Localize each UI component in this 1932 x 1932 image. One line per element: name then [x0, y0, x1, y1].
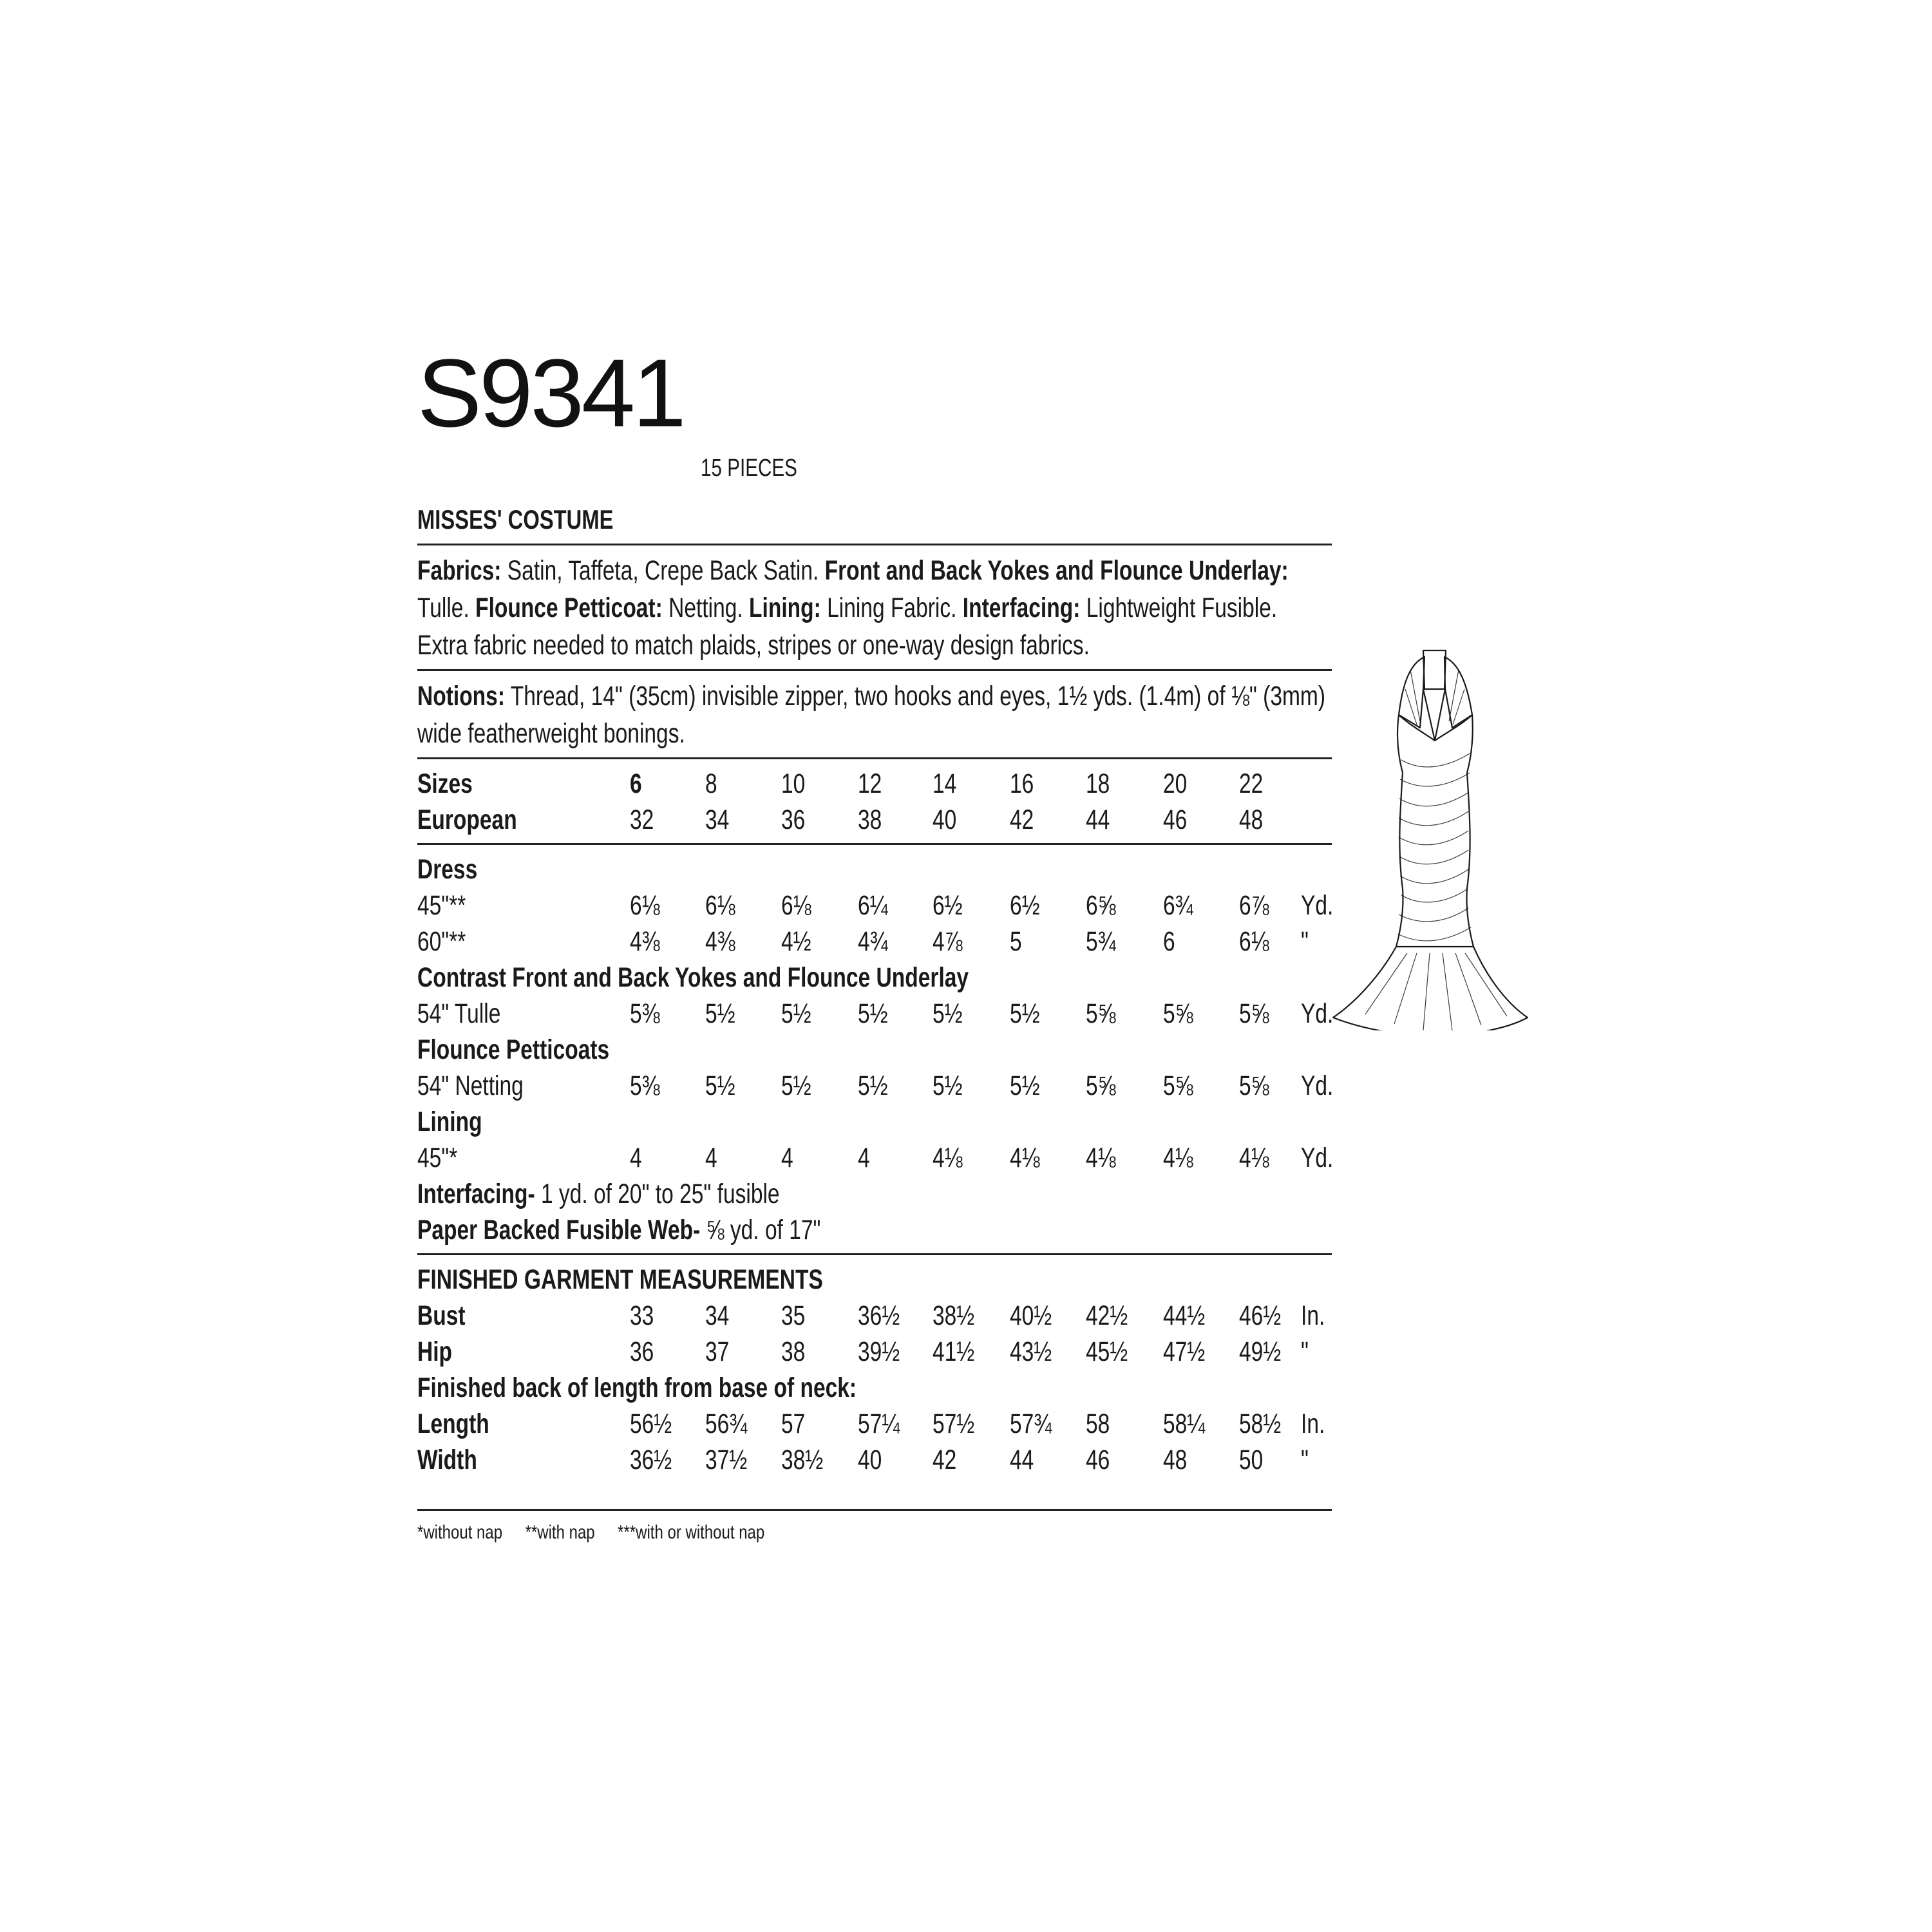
interfacing-row-label: Interfacing- — [417, 1179, 535, 1209]
footnote: ***with or without nap — [618, 1522, 765, 1543]
size-cell: 16 — [1010, 768, 1034, 799]
table-cell: 4¾ — [858, 926, 888, 957]
table-cell: 5⅝ — [1086, 998, 1116, 1029]
notions-paragraph — [417, 677, 1332, 752]
section-heading-row — [417, 1104, 1332, 1140]
table-cell: 37 — [705, 1336, 730, 1367]
table-cell: 4⅛ — [1239, 1142, 1269, 1173]
table-row — [417, 1140, 1332, 1176]
table-cell: 5⅝ — [1086, 1070, 1116, 1101]
table-cell: 5½ — [781, 1070, 811, 1101]
table-cell: 5⅜ — [630, 998, 660, 1029]
size-cell: 8 — [705, 768, 717, 799]
pattern-envelope-back — [417, 296, 1332, 1546]
table-cell: 5⅝ — [1163, 998, 1193, 1029]
table-cell: 39½ — [858, 1336, 900, 1367]
table-cell: 4⅞ — [933, 926, 963, 957]
size-cell: 18 — [1086, 768, 1110, 799]
finished-heading-row — [417, 1262, 1332, 1298]
yokes-text: Tulle. — [417, 592, 476, 623]
row-label: Length — [417, 1408, 489, 1439]
finished-heading: FINISHED GARMENT MEASUREMENTS — [417, 1264, 823, 1295]
table-cell: 40 — [858, 1444, 882, 1475]
row-label: Width — [417, 1444, 477, 1475]
table-row — [417, 887, 1332, 923]
unit-label: In. — [1301, 1300, 1325, 1331]
divider — [417, 669, 1332, 671]
fusible-web-text: ⅝ yd. of 17" — [700, 1215, 821, 1245]
divider — [417, 1253, 1332, 1255]
table-cell: 44½ — [1163, 1300, 1206, 1331]
row-label: 54" Tulle — [417, 998, 501, 1029]
table-cell: 4⅛ — [933, 1142, 963, 1173]
flounce — [1333, 947, 1528, 1030]
notions-text: Thread, 14" (35cm) invisible zipper, two hooks and eyes, 1½ yds. (1.4m) of ⅛" (3mm) wide featherweight bonings. — [417, 681, 1326, 749]
table-cell: 38½ — [933, 1300, 975, 1331]
table-cell: 44 — [1010, 1444, 1034, 1475]
table-cell: 5½ — [933, 998, 963, 1029]
table-cell: 46½ — [1239, 1300, 1282, 1331]
fabrics-label: Fabrics: — [417, 555, 502, 586]
table-cell: 49½ — [1239, 1336, 1282, 1367]
table-cell: 5½ — [1010, 998, 1040, 1029]
interfacing-text: Lightweight Fusible. Extra fabric needed to match plaids, stripes or one-way design fabrics. — [417, 592, 1278, 661]
table-cell: 6 — [1163, 926, 1175, 957]
section-heading-row — [417, 1032, 1332, 1068]
table-cell: 6⅝ — [1086, 890, 1116, 921]
size-cell: 10 — [781, 768, 806, 799]
divider — [417, 544, 1332, 545]
table-cell: 6¾ — [1163, 890, 1193, 921]
table-cell: 6¼ — [858, 890, 888, 921]
table-cell: 6⅞ — [1239, 890, 1269, 921]
european-row — [417, 802, 1332, 838]
petticoat-text: Netting. — [662, 592, 750, 623]
table-cell: 56½ — [630, 1408, 672, 1439]
yardage-table — [417, 766, 1332, 1546]
table-cell: 6⅛ — [1239, 926, 1269, 957]
table-cell: 48 — [1163, 1444, 1188, 1475]
sizes-label: Sizes — [417, 768, 473, 799]
table-cell: 57¼ — [858, 1408, 900, 1439]
european-label: European — [417, 804, 517, 835]
table-cell: 4⅛ — [1010, 1142, 1040, 1173]
row-label: Hip — [417, 1336, 453, 1367]
table-cell: 6⅛ — [705, 890, 735, 921]
table-row — [417, 1298, 1332, 1334]
table-row — [417, 923, 1332, 960]
table-cell: 42 — [933, 1444, 957, 1475]
unit-label: " — [1301, 1336, 1309, 1367]
divider — [417, 757, 1332, 759]
table-cell: 4⅛ — [1163, 1142, 1193, 1173]
dress-illustration — [1327, 644, 1533, 1030]
table-cell: 40½ — [1010, 1300, 1052, 1331]
table-cell: 34 — [705, 1300, 730, 1331]
row-label: 54" Netting — [417, 1070, 524, 1101]
table-cell: 4 — [858, 1142, 870, 1173]
table-cell: 5¾ — [1086, 926, 1116, 957]
table-cell: 5½ — [781, 998, 811, 1029]
back-length-heading-row — [417, 1370, 1332, 1406]
table-cell: 5½ — [705, 1070, 735, 1101]
table-cell: 4 — [705, 1142, 717, 1173]
european-cell: 34 — [705, 804, 730, 835]
unit-label: In. — [1301, 1408, 1325, 1439]
table-cell: 58½ — [1239, 1408, 1282, 1439]
fabrics-paragraph — [417, 552, 1332, 664]
unit-label: Yd. — [1301, 890, 1334, 921]
footnote: *without nap — [417, 1522, 503, 1543]
unit-label: Yd. — [1301, 1070, 1334, 1101]
interfacing-row-text: 1 yd. of 20" to 25" fusible — [535, 1179, 780, 1209]
unit-label: Yd. — [1301, 1142, 1334, 1173]
table-cell: 5 — [1010, 926, 1022, 957]
size-cell: 6 — [630, 768, 642, 799]
unit-label: " — [1301, 926, 1309, 957]
envelope-header — [417, 296, 1332, 489]
table-cell: 50 — [1239, 1444, 1264, 1475]
table-cell: 4½ — [781, 926, 811, 957]
interfacing-line — [417, 1176, 780, 1212]
table-cell: 5½ — [858, 998, 888, 1029]
table-cell: 57¾ — [1010, 1408, 1052, 1439]
back-length-heading: Finished back of length from base of neck: — [417, 1372, 857, 1403]
interfacing-label: Interfacing: — [962, 592, 1081, 623]
table-cell: 36½ — [858, 1300, 900, 1331]
table-cell: 4⅜ — [705, 926, 735, 957]
size-cell: 12 — [858, 768, 882, 799]
table-cell: 6½ — [933, 890, 963, 921]
table-row — [417, 1442, 1332, 1478]
finished-rows-2 — [417, 1406, 1332, 1478]
table-cell: 36½ — [630, 1444, 672, 1475]
table-cell: 4 — [781, 1142, 793, 1173]
right-yoke — [1444, 657, 1472, 728]
fusible-web-line — [417, 1212, 820, 1248]
table-cell: 4 — [630, 1142, 642, 1173]
sizes-row — [417, 766, 1332, 802]
table-cell: 36 — [630, 1336, 654, 1367]
european-cell: 44 — [1086, 804, 1110, 835]
table-cell: 58¼ — [1163, 1408, 1206, 1439]
left-yoke — [1399, 657, 1425, 728]
petticoat-label: Flounce Petticoat: — [475, 592, 663, 623]
european-cell: 40 — [933, 804, 957, 835]
interfacing-row — [417, 1176, 1332, 1212]
pattern-number: S9341 — [417, 339, 684, 447]
table-cell: 5⅜ — [630, 1070, 660, 1101]
european-cell: 38 — [858, 804, 882, 835]
table-cell: 47½ — [1163, 1336, 1206, 1367]
divider — [417, 843, 1332, 845]
table-row — [417, 996, 1332, 1032]
row-label: 45"** — [417, 890, 466, 921]
size-cell: 22 — [1239, 768, 1264, 799]
table-cell: 5½ — [705, 998, 735, 1029]
unit-label: Yd. — [1301, 998, 1334, 1029]
section-heading: Flounce Petticoats — [417, 1034, 610, 1065]
table-cell: 46 — [1086, 1444, 1110, 1475]
halter-collar — [1423, 650, 1446, 689]
section-heading-row — [417, 851, 1332, 887]
european-cell: 42 — [1010, 804, 1034, 835]
lining-label: Lining: — [749, 592, 821, 623]
table-cell: 6⅛ — [781, 890, 811, 921]
table-row — [417, 1334, 1332, 1370]
table-cell: 5½ — [858, 1070, 888, 1101]
table-cell: 5⅝ — [1163, 1070, 1193, 1101]
notions-label: Notions: — [417, 681, 506, 712]
section-heading: Dress — [417, 854, 478, 885]
table-cell: 43½ — [1010, 1336, 1052, 1367]
section-heading: Lining — [417, 1106, 482, 1137]
pattern-title: MISSES' COSTUME — [417, 504, 614, 535]
european-cell: 48 — [1239, 804, 1264, 835]
table-cell: 41½ — [933, 1336, 975, 1367]
neck-vee — [1423, 689, 1445, 741]
table-cell: 35 — [781, 1300, 806, 1331]
section-heading: Contrast Front and Back Yokes and Flounce Underlay — [417, 962, 969, 993]
fusible-web-label: Paper Backed Fusible Web- — [417, 1215, 701, 1245]
unit-label: " — [1301, 1444, 1309, 1475]
size-cell: 20 — [1163, 768, 1188, 799]
table-cell: 4⅛ — [1086, 1142, 1116, 1173]
row-label: Bust — [417, 1300, 466, 1331]
table-cell: 4⅜ — [630, 926, 660, 957]
table-cell: 42½ — [1086, 1300, 1128, 1331]
table-cell: 57½ — [933, 1408, 975, 1439]
footnotes — [417, 1520, 1149, 1546]
table-cell: 38½ — [781, 1444, 824, 1475]
table-cell: 33 — [630, 1300, 654, 1331]
yardage-sections — [417, 851, 1332, 1176]
table-cell: 5½ — [1010, 1070, 1040, 1101]
table-cell: 5⅝ — [1239, 1070, 1269, 1101]
size-cell: 14 — [933, 768, 957, 799]
table-cell: 37½ — [705, 1444, 748, 1475]
table-cell: 5½ — [933, 1070, 963, 1101]
table-cell: 45½ — [1086, 1336, 1128, 1367]
table-cell: 6½ — [1010, 890, 1040, 921]
finished-rows — [417, 1298, 1332, 1370]
row-label: 45"* — [417, 1142, 458, 1173]
fabrics-text: Satin, Taffeta, Crepe Back Satin. — [501, 555, 825, 586]
footnote: **with nap — [525, 1522, 595, 1543]
row-label: 60"** — [417, 926, 466, 957]
fusible-web-row — [417, 1212, 1332, 1248]
european-cell: 32 — [630, 804, 654, 835]
table-cell: 58 — [1086, 1408, 1110, 1439]
table-cell: 57 — [781, 1408, 806, 1439]
piece-count: 15 PIECES — [701, 455, 797, 482]
divider — [417, 1509, 1332, 1511]
european-cell: 46 — [1163, 804, 1188, 835]
lining-text: Lining Fabric. — [820, 592, 963, 623]
table-cell: 38 — [781, 1336, 806, 1367]
yokes-label: Front and Back Yokes and Flounce Underlay: — [824, 555, 1289, 586]
section-heading-row — [417, 960, 1332, 996]
table-row — [417, 1406, 1332, 1442]
table-row — [417, 1068, 1332, 1104]
table-cell: 5⅝ — [1239, 998, 1269, 1029]
table-cell: 6⅛ — [630, 890, 660, 921]
table-cell: 56¾ — [705, 1408, 748, 1439]
european-cell: 36 — [781, 804, 806, 835]
